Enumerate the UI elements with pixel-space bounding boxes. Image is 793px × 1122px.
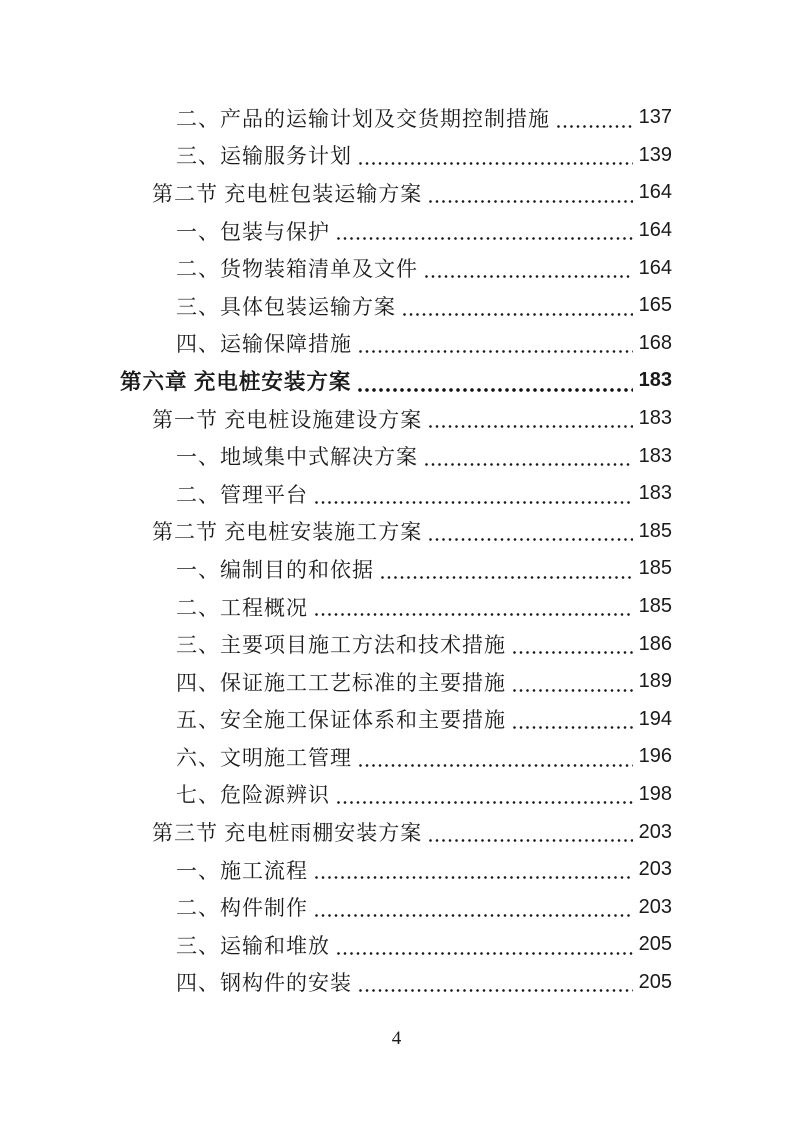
toc-entry-label: 四、运输保障措施 xyxy=(176,332,352,357)
toc-entry-label: 第二节 充电桩安装施工方案 xyxy=(152,520,423,545)
dot-leader xyxy=(315,588,633,626)
dot-leader xyxy=(359,738,633,776)
dot-leader xyxy=(425,249,633,287)
toc-entry-label: 五、安全施工保证体系和主要措施 xyxy=(176,708,506,733)
toc-entry-label: 三、运输服务计划 xyxy=(176,144,352,169)
dot-leader xyxy=(425,437,633,475)
toc-entry xyxy=(120,137,672,175)
toc-entry-label: 二、产品的运输计划及交货期控制措施 xyxy=(176,106,550,131)
toc-entry-page: 183 xyxy=(638,444,672,467)
toc-entry-label: 三、运输和堆放 xyxy=(176,933,330,958)
toc-entry-page: 183 xyxy=(638,482,672,505)
toc-entry-label: 一、包装与保护 xyxy=(176,219,330,244)
toc-entry-page: 164 xyxy=(638,181,672,204)
toc-entry-page: 164 xyxy=(638,256,672,279)
toc-entry-label: 二、货物装箱清单及文件 xyxy=(176,257,418,282)
toc-entry xyxy=(120,99,672,137)
dot-leader xyxy=(337,212,633,250)
toc-entry-label: 三、具体包装运输方案 xyxy=(176,294,396,319)
toc-entry-page: 198 xyxy=(638,782,672,805)
toc-entry xyxy=(120,663,672,701)
toc-entry-label: 三、主要项目施工方法和技术措施 xyxy=(176,633,506,658)
toc-entry xyxy=(120,776,672,814)
dot-leader xyxy=(403,287,633,325)
toc-entry-page: 189 xyxy=(638,670,672,693)
dot-leader xyxy=(513,701,633,739)
dot-leader xyxy=(359,964,633,1002)
toc-entry-page: 183 xyxy=(638,369,672,392)
dot-leader xyxy=(513,625,633,663)
toc-entry-label: 一、编制目的和依据 xyxy=(176,557,374,582)
toc-entry-page: 185 xyxy=(638,519,672,542)
toc-entry xyxy=(120,588,672,626)
toc-entry-page: 139 xyxy=(638,143,672,166)
toc-entry-page: 194 xyxy=(638,707,672,730)
toc-entry-page: 164 xyxy=(638,219,672,242)
toc-entry-label: 二、管理平台 xyxy=(176,482,308,507)
toc-entry xyxy=(120,851,672,889)
dot-leader xyxy=(337,776,633,814)
toc-entry xyxy=(120,926,672,964)
toc-entry-label: 第六章 充电桩安装方案 xyxy=(120,370,352,395)
toc-entry-label: 四、钢构件的安装 xyxy=(176,971,352,996)
toc-entry xyxy=(120,964,672,1002)
dot-leader xyxy=(337,926,633,964)
toc-entry-label: 四、保证施工工艺标准的主要措施 xyxy=(176,670,506,695)
table-of-contents xyxy=(120,99,672,1001)
dot-leader xyxy=(315,475,633,513)
toc-entry-page: 203 xyxy=(638,820,672,843)
toc-entry-page: 203 xyxy=(638,858,672,881)
toc-entry xyxy=(120,287,672,325)
toc-entry xyxy=(120,475,672,513)
dot-leader xyxy=(315,851,633,889)
toc-entry xyxy=(120,738,672,776)
toc-entry xyxy=(120,437,672,475)
toc-entry-page: 196 xyxy=(638,745,672,768)
toc-entry-label: 二、构件制作 xyxy=(176,896,308,921)
toc-entry-label: 第一节 充电桩设施建设方案 xyxy=(152,407,423,432)
toc-entry-label: 第三节 充电桩雨棚安装方案 xyxy=(152,821,423,846)
page-number: 4 xyxy=(391,1028,402,1049)
toc-entry-page: 205 xyxy=(638,970,672,993)
toc-entry-page: 203 xyxy=(638,895,672,918)
toc-entry-label: 七、危险源辨识 xyxy=(176,783,330,808)
toc-entry-page: 185 xyxy=(638,557,672,580)
toc-entry xyxy=(120,174,672,212)
dot-leader xyxy=(359,325,633,363)
dot-leader xyxy=(557,99,633,137)
toc-entry xyxy=(120,325,672,363)
dot-leader xyxy=(429,513,633,551)
toc-entry-page: 137 xyxy=(638,106,672,129)
toc-entry xyxy=(120,212,672,250)
toc-entry-page: 205 xyxy=(638,933,672,956)
toc-entry-page: 183 xyxy=(638,407,672,430)
dot-leader xyxy=(429,174,633,212)
dot-leader xyxy=(358,362,633,400)
dot-leader xyxy=(429,400,633,438)
toc-entry xyxy=(120,888,672,926)
toc-entry-label: 二、工程概况 xyxy=(176,595,308,620)
dot-leader xyxy=(429,813,633,851)
toc-entry-label: 一、地域集中式解决方案 xyxy=(176,445,418,470)
toc-entry-label: 第二节 充电桩包装运输方案 xyxy=(152,181,423,206)
toc-entry-label: 六、文明施工管理 xyxy=(176,745,352,770)
toc-entry xyxy=(120,400,672,438)
dot-leader xyxy=(381,550,633,588)
toc-entry-page: 168 xyxy=(638,331,672,354)
toc-entry-chapter xyxy=(120,362,672,400)
dot-leader xyxy=(315,888,633,926)
toc-entry-label: 一、施工流程 xyxy=(176,858,308,883)
dot-leader xyxy=(513,663,633,701)
toc-entry xyxy=(120,550,672,588)
toc-entry xyxy=(120,701,672,739)
toc-entry xyxy=(120,513,672,551)
toc-entry-page: 186 xyxy=(638,632,672,655)
toc-entry xyxy=(120,625,672,663)
dot-leader xyxy=(359,137,633,175)
toc-entry-page: 185 xyxy=(638,595,672,618)
toc-entry xyxy=(120,249,672,287)
toc-entry-page: 165 xyxy=(638,294,672,317)
toc-entry xyxy=(120,813,672,851)
